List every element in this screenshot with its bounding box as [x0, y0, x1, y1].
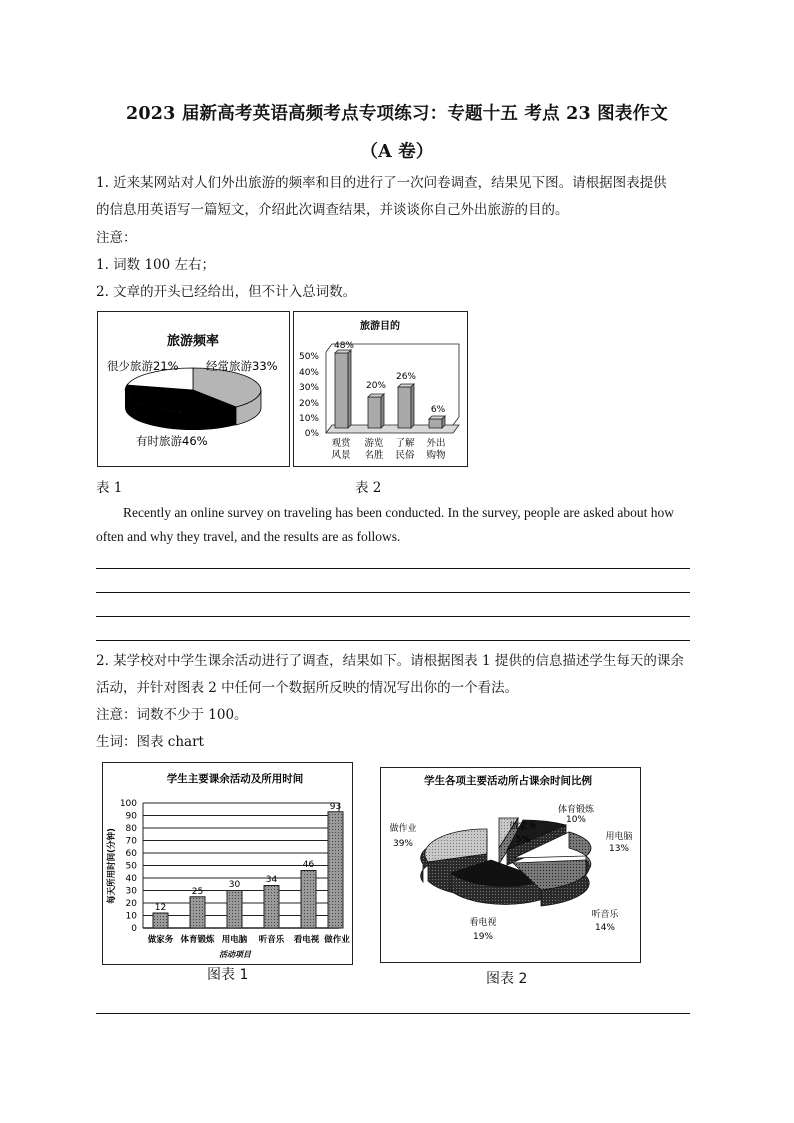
chart-title: 旅游目的 — [360, 321, 400, 332]
svg-text:19%: 19% — [472, 932, 494, 942]
svg-text:30%: 30% — [298, 383, 319, 393]
pie-label-often: 经常旅游33% — [206, 359, 278, 373]
svg-text:40: 40 — [125, 874, 137, 884]
svg-text:外出: 外出 — [426, 438, 446, 449]
svg-text:50%: 50% — [298, 352, 319, 362]
document-subtitle: （A 卷） — [360, 142, 434, 162]
svg-text:10%: 10% — [298, 414, 319, 424]
q1-prompt-line1: 1. 近来某网站对人们外出旅游的频率和目的进行了一次问卷调查，结果见下图。请根据图表提供 — [96, 175, 667, 191]
q1-caption-1: 表 1 — [96, 480, 123, 496]
answer-line[interactable] — [96, 568, 690, 569]
q2-prompt-line2: 活动，并针对图表 2 中任何一个数据所反映的情况写出你的一个看法。 — [96, 680, 519, 696]
bar-series — [335, 350, 445, 428]
svg-text:30: 30 — [125, 886, 137, 897]
svg-text:0: 0 — [131, 924, 137, 934]
svg-text:听音乐: 听音乐 — [591, 910, 619, 920]
activity-time-chart — [102, 762, 353, 965]
essay-start-line2: often and why they travel, and the results are as follows. — [96, 529, 401, 544]
svg-text:做家务: 做家务 — [147, 935, 174, 945]
travel-frequency-chart — [97, 311, 290, 467]
svg-text:90: 90 — [125, 811, 137, 822]
activity-share-chart — [380, 767, 641, 963]
svg-text:20%: 20% — [298, 399, 319, 409]
x-axis-label: 活动项目 — [219, 950, 251, 959]
svg-text:体育锻炼: 体育锻炼 — [180, 935, 215, 945]
x-axis-labels — [148, 934, 351, 945]
svg-text:游览: 游览 — [364, 438, 384, 449]
svg-text:风景: 风景 — [331, 450, 351, 461]
svg-text:民俗: 民俗 — [395, 450, 415, 461]
x-axis-labels — [331, 437, 446, 461]
q1-caption-2: 表 2 — [355, 480, 382, 496]
svg-text:93: 93 — [329, 802, 342, 812]
answer-line[interactable] — [96, 640, 690, 641]
svg-text:看电视: 看电视 — [469, 918, 497, 928]
svg-text:25: 25 — [191, 887, 204, 897]
q1-note-1: 1. 词数 100 左右； — [96, 257, 216, 273]
activity-share-pie — [381, 768, 639, 961]
bar-series — [153, 812, 343, 928]
q1-note-2: 2. 文章的开头已经给出，但不计入总词数。 — [96, 284, 357, 300]
svg-text:70: 70 — [125, 836, 137, 847]
svg-text:100: 100 — [119, 799, 137, 809]
answer-line[interactable] — [96, 592, 690, 593]
svg-text:用电脑: 用电脑 — [221, 935, 248, 945]
answer-line[interactable] — [96, 616, 690, 617]
svg-text:60: 60 — [125, 849, 137, 859]
q2-caption-2: 图表 2 — [486, 971, 528, 987]
svg-text:50: 50 — [125, 861, 137, 872]
svg-text:26%: 26% — [395, 372, 417, 382]
essay-start-line1: Recently an online survey on traveling has been conducted. In the survey, people are asked about how — [123, 505, 674, 520]
svg-text:0%: 0% — [304, 429, 319, 439]
svg-text:10: 10 — [125, 911, 137, 922]
svg-text:13%: 13% — [608, 844, 630, 854]
q2-prompt-line1: 2. 某学校对中学生课余活动进行了调查，结果如下。请根据图表 1 提供的信息描述学生每天的课余 — [96, 653, 684, 669]
chart-title: 旅游频率 — [166, 334, 220, 349]
svg-text:6%: 6% — [430, 405, 446, 415]
y-axis-ticks — [299, 352, 319, 439]
svg-text:12: 12 — [154, 903, 167, 913]
y-axis-ticks — [120, 799, 137, 934]
svg-text:做作业: 做作业 — [324, 935, 350, 945]
q1-note-label: 注意： — [96, 230, 137, 246]
svg-text:30: 30 — [228, 880, 241, 890]
y-axis-label: 每天所用时间(分钟) — [107, 828, 117, 904]
pie-label-sometimes: 有时旅游46% — [136, 434, 208, 448]
svg-text:体育锻炼: 体育锻炼 — [557, 805, 595, 815]
svg-text:观赏: 观赏 — [331, 438, 351, 449]
svg-text:看电视: 看电视 — [293, 935, 320, 945]
svg-text:39%: 39% — [392, 839, 414, 849]
answer-line[interactable] — [96, 1013, 690, 1014]
q2-vocab: 生词：图表 chart — [96, 734, 204, 750]
pie-label-rarely: 很少旅游21% — [107, 359, 179, 373]
travel-purpose-chart — [293, 311, 468, 467]
svg-text:80: 80 — [125, 824, 137, 834]
svg-text:名胜: 名胜 — [364, 450, 384, 461]
svg-text:了解: 了解 — [395, 438, 415, 449]
q2-note: 注意：词数不少于 100。 — [96, 707, 248, 723]
travel-frequency-pie — [98, 312, 288, 465]
travel-purpose-bar — [294, 312, 466, 465]
q1-prompt-line2: 的信息用英语写一篇短文，介绍此次调查结果，并谈谈你自己外出旅游的目的。 — [96, 202, 569, 218]
document-title: 2023 届新高考英语高频考点专项练习：专题十五 考点 23 图表作文 — [126, 104, 668, 124]
svg-text:听音乐: 听音乐 — [258, 935, 285, 945]
svg-text:20: 20 — [125, 899, 137, 909]
chart-title: 学生各项主要活动所占课余时间比例 — [424, 775, 592, 787]
svg-text:10%: 10% — [565, 815, 587, 825]
svg-text:20%: 20% — [365, 381, 387, 391]
activity-time-bar — [103, 763, 351, 963]
q2-caption-1: 图表 1 — [207, 967, 249, 983]
svg-text:48%: 48% — [333, 341, 355, 351]
svg-text:40%: 40% — [298, 368, 319, 378]
chart-title: 学生主要课余活动及所用时间 — [166, 773, 304, 785]
svg-text:做作业: 做作业 — [389, 824, 417, 834]
svg-text:购物: 购物 — [426, 450, 446, 461]
svg-text:14%: 14% — [594, 923, 616, 933]
svg-text:用电脑: 用电脑 — [605, 832, 633, 842]
pie-slices — [421, 818, 591, 906]
svg-text:34: 34 — [265, 875, 278, 885]
svg-text:46: 46 — [302, 860, 315, 870]
svg-text:5%: 5% — [515, 835, 531, 845]
svg-text:做家务: 做家务 — [509, 822, 537, 832]
